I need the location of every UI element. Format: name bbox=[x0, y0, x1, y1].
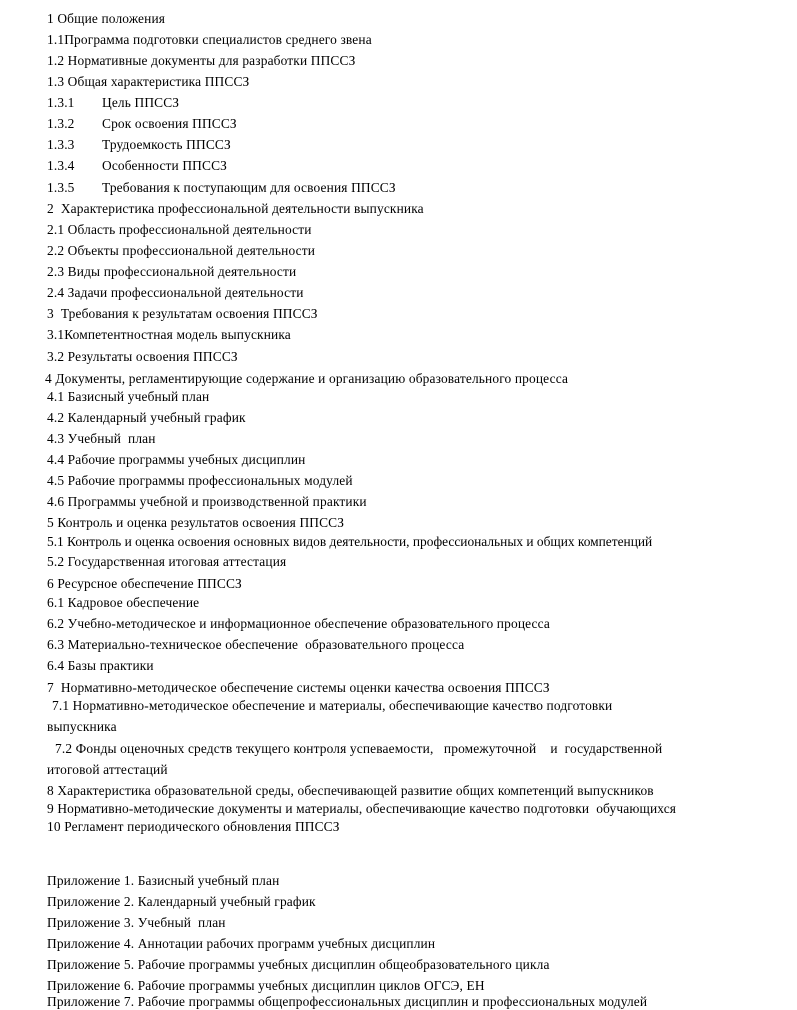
toc-line bbox=[47, 431, 156, 447]
appendix-line: Приложение 6. Рабочие программы учебных дисциплин циклов ОГСЭ, ЕН bbox=[47, 978, 485, 993]
toc-text: 6.3 Материально-техническое обеспечение образовательного процесса bbox=[47, 637, 465, 652]
toc-text: 2.3 Виды профессиональной деятельности bbox=[47, 264, 297, 279]
toc-text: 6 Ресурсное обеспечение ППССЗ bbox=[47, 576, 242, 591]
toc-line bbox=[47, 616, 550, 632]
toc-text: Срок освоения ППССЗ bbox=[102, 116, 237, 131]
toc-text: 2.1 Область профессиональной деятельности bbox=[47, 222, 312, 237]
toc-text: 1.2 Нормативные документы для разработки ППССЗ bbox=[47, 53, 356, 68]
toc-text: 4.3 Учебный план bbox=[47, 431, 156, 446]
toc-line bbox=[47, 264, 296, 280]
toc-line bbox=[47, 243, 315, 259]
toc-text: 3.1Компетентностная модель выпускника bbox=[47, 327, 291, 342]
toc-line bbox=[47, 74, 249, 90]
toc-line bbox=[47, 595, 199, 611]
toc-text: 3 Требования к результатам освоения ППССЗ bbox=[47, 306, 318, 321]
toc-line bbox=[47, 327, 291, 343]
toc-line bbox=[47, 389, 209, 405]
toc-text: 10 Регламент периодического обновления ППССЗ bbox=[47, 819, 340, 834]
toc-text: 7.1 Нормативно-методическое обеспечение и материалы, обеспечивающие качество подготовки bbox=[52, 698, 613, 713]
toc-line bbox=[47, 494, 367, 510]
toc-text: 6.1 Кадровое обеспечение bbox=[47, 595, 200, 610]
toc-text: 4.2 Календарный учебный график bbox=[47, 410, 246, 425]
toc-text: итоговой аттестаций bbox=[47, 762, 168, 777]
appendix-line: Приложение 7. Рабочие программы общепрофессиональных дисциплин и профессиональных модулей bbox=[47, 994, 648, 1009]
toc-line bbox=[47, 180, 396, 196]
toc-line bbox=[47, 680, 550, 696]
toc-line bbox=[47, 116, 237, 132]
toc-line bbox=[47, 801, 676, 817]
toc-number: 1.3.1 bbox=[47, 95, 75, 110]
toc-line bbox=[47, 452, 306, 468]
toc-text: Цель ППССЗ bbox=[102, 95, 180, 110]
toc-text: 8 Характеристика образовательной среды, обеспечивающей развитие общих компетенций выпускников bbox=[47, 783, 654, 798]
toc-text: 5.1 Контроль и оценка освоения основных видов деятельности, профессиональных и общих компетенций bbox=[47, 534, 653, 549]
toc-text: 1.3 Общая характеристика ППССЗ bbox=[47, 74, 250, 89]
toc-text: 2.4 Задачи профессиональной деятельности bbox=[47, 285, 304, 300]
toc-text: Особенности ППССЗ bbox=[102, 158, 228, 173]
toc-line bbox=[47, 473, 353, 489]
toc-text: 1 Общие положения bbox=[47, 11, 166, 26]
toc-number: 1.3.5 bbox=[47, 180, 75, 195]
toc-line bbox=[47, 534, 652, 550]
toc-line bbox=[47, 658, 154, 674]
toc-line bbox=[47, 201, 424, 217]
toc-line bbox=[47, 222, 312, 238]
toc-line bbox=[47, 137, 231, 153]
toc-line bbox=[55, 741, 662, 757]
toc-text: 7 Нормативно-методическое обеспечение системы оценки качества освоения ППССЗ bbox=[47, 680, 550, 695]
toc-text: 4.4 Рабочие программы учебных дисциплин bbox=[47, 452, 306, 467]
toc-line bbox=[47, 719, 117, 735]
toc-line bbox=[47, 158, 227, 174]
toc-text: 9 Нормативно-методические документы и материалы, обеспечивающие качество подготовки обучающихся bbox=[47, 801, 677, 816]
toc-line bbox=[47, 349, 238, 365]
toc-line bbox=[47, 306, 318, 322]
toc-line bbox=[45, 371, 568, 387]
appendix-line: Приложение 1. Базисный учебный план bbox=[47, 873, 280, 888]
toc-text: 4.5 Рабочие программы профессиональных модулей bbox=[47, 473, 353, 488]
toc-number: 1.3.3 bbox=[47, 137, 75, 152]
toc-line bbox=[47, 410, 246, 426]
toc-line bbox=[47, 554, 286, 570]
toc-line bbox=[47, 11, 165, 27]
toc-line bbox=[47, 576, 242, 592]
toc-line bbox=[47, 783, 654, 799]
appendix-line: Приложение 5. Рабочие программы учебных дисциплин общеобразовательного цикла bbox=[47, 957, 550, 972]
toc-text: Трудоемкость ППССЗ bbox=[102, 137, 231, 152]
toc-line bbox=[47, 819, 340, 835]
toc-line bbox=[47, 95, 179, 111]
toc-text: 6.4 Базы практики bbox=[47, 658, 154, 673]
toc-number: 1.3.2 bbox=[47, 116, 75, 131]
toc-text: 7.2 Фонды оценочных средств текущего контроля успеваемости, промежуточной и государственной bbox=[55, 741, 663, 756]
toc-line bbox=[47, 762, 168, 778]
toc-text: 4.1 Базисный учебный план bbox=[47, 389, 210, 404]
toc-text: 2 Характеристика профессиональной деятельности выпускника bbox=[47, 201, 424, 216]
toc-line bbox=[47, 285, 304, 301]
toc-text: 4.6 Программы учебной и производственной практики bbox=[47, 494, 367, 509]
toc-text: 5 Контроль и оценка результатов освоения ППССЗ bbox=[47, 515, 345, 530]
toc-line bbox=[47, 637, 464, 653]
appendix-line: Приложение 2. Календарный учебный график bbox=[47, 894, 316, 909]
toc-text: 4 Документы, регламентирующие содержание и организацию образовательного процесса bbox=[45, 371, 569, 386]
toc-text: 2.2 Объекты профессиональной деятельности bbox=[47, 243, 316, 258]
toc-text: 3.2 Результаты освоения ППССЗ bbox=[47, 349, 238, 364]
toc-text: 6.2 Учебно-методическое и информационное обеспечение образовательного процесса bbox=[47, 616, 550, 631]
toc-line bbox=[52, 698, 612, 714]
toc-text: выпускника bbox=[47, 719, 117, 734]
toc-line bbox=[47, 515, 344, 531]
toc-text: 5.2 Государственная итоговая аттестация bbox=[47, 554, 287, 569]
toc-line bbox=[47, 32, 372, 48]
toc-line bbox=[47, 53, 355, 69]
toc-text: 1.1Программа подготовки специалистов среднего звена bbox=[47, 32, 372, 47]
appendix-line: Приложение 3. Учебный план bbox=[47, 915, 226, 930]
toc-number: 1.3.4 bbox=[47, 158, 75, 173]
appendix-line: Приложение 4. Аннотации рабочих программ учебных дисциплин bbox=[47, 936, 436, 951]
toc-text: Требования к поступающим для освоения ППССЗ bbox=[102, 180, 396, 195]
